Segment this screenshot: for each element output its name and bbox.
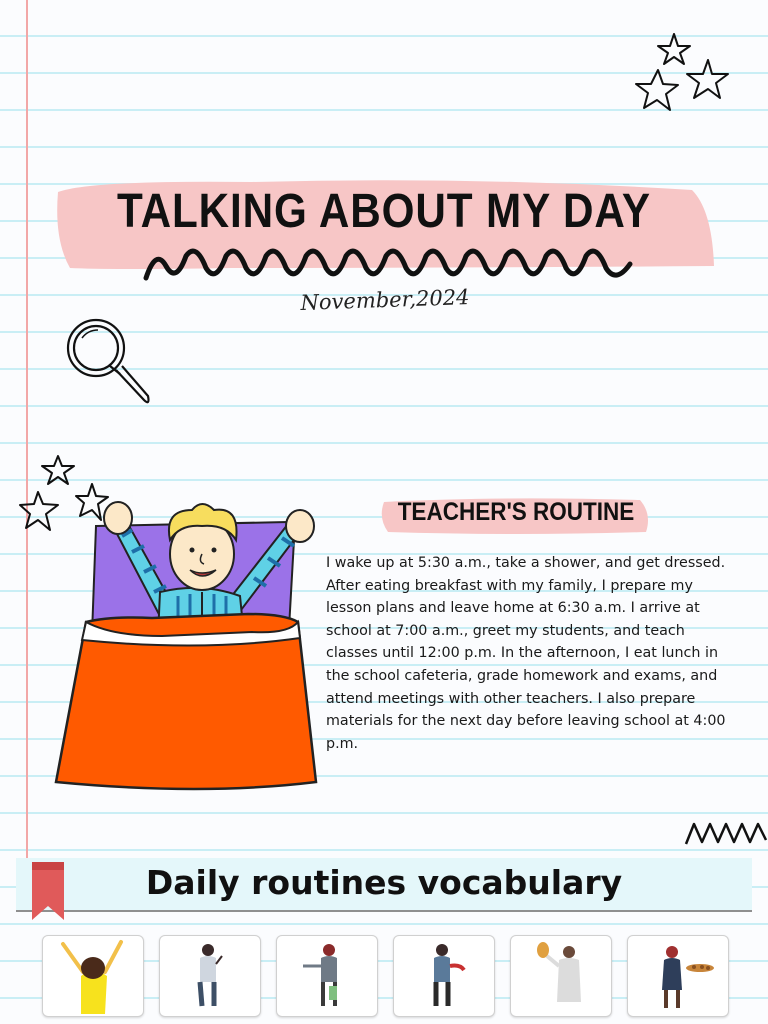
section-heading: TEACHER'S ROUTINE <box>397 498 635 526</box>
squiggle-doodle <box>684 818 768 848</box>
magnifying-glass-icon <box>64 316 156 410</box>
vocabulary-divider <box>16 910 752 912</box>
date-label: November,2024 <box>300 285 470 315</box>
bookmark-ribbon-icon <box>30 862 66 922</box>
routine-paragraph: I wake up at 5:30 a.m., take a shower, and get dressed. After eating breakfast with my family, I prepare my lesson plans and leave home at 6:30 a.m. I arrive at school at 7:00 a.m., greet my students, and teach classes until 12:00 p.m. In the afternoon, I eat lunch in the school cafeteria, grade homework and exams, and attend meetings with other teachers. I also prepare materials for the next day before leaving school at 4:00 p.m. <box>326 555 726 752</box>
vocab-card-eat-breakfast[interactable] <box>510 935 612 1017</box>
vocab-card-get-dressed[interactable] <box>393 935 495 1017</box>
stars-doodle-icon <box>632 30 736 122</box>
vocab-card-brush-teeth[interactable] <box>159 935 261 1017</box>
vocab-card-make-lunch[interactable] <box>627 935 729 1017</box>
get-dressed-icon <box>394 936 494 1016</box>
vocab-card-wake-up[interactable] <box>42 935 144 1017</box>
take-shower-icon <box>277 936 377 1016</box>
page-title: TALKING ABOUT MY DAY <box>117 185 651 238</box>
make-lunch-icon <box>628 936 728 1016</box>
section-heading-banner <box>378 492 654 536</box>
waking-up-illustration <box>52 496 320 796</box>
wake-up-icon <box>43 936 143 1016</box>
vocab-card-take-shower[interactable] <box>276 935 378 1017</box>
notebook-margin-line <box>26 0 28 860</box>
zigzag-underline <box>142 244 634 284</box>
vocabulary-heading: Daily routines vocabulary <box>145 863 623 902</box>
eat-breakfast-icon <box>511 936 611 1016</box>
brush-teeth-icon <box>160 936 260 1016</box>
